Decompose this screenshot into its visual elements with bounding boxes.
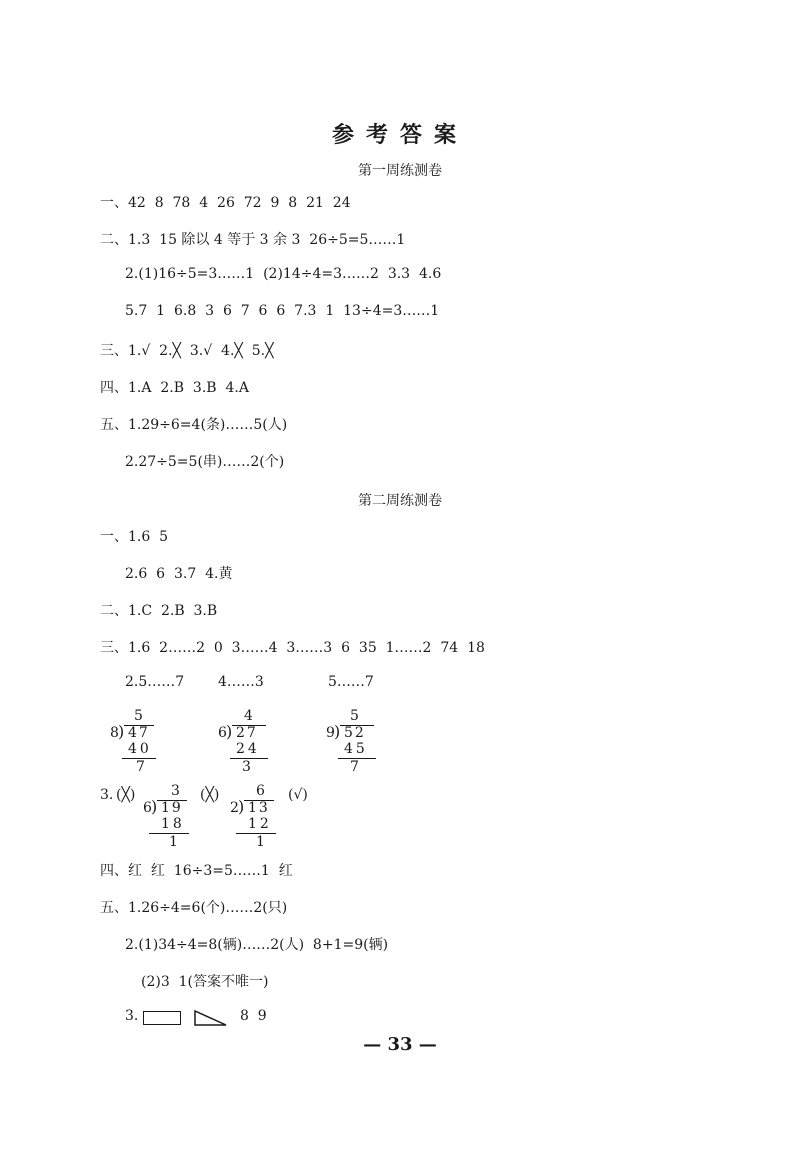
ld-divisor: 9: [326, 725, 335, 741]
ld-dividend: 13: [248, 800, 270, 816]
ld-remainder: 1: [256, 834, 265, 850]
ld-quotient: 6: [256, 783, 265, 799]
answer-line: 五、1.29÷6=4(条)……5(人): [100, 417, 288, 433]
ld-product: 45: [344, 741, 368, 757]
section-heading-week1: 第一周练测卷: [358, 163, 442, 179]
ld-quotient: 5: [350, 708, 359, 724]
ld-quotient: 5: [134, 708, 143, 724]
answer-line: 2.(1)16÷5=3……1 (2)14÷4=3……2 3.3 4.6: [125, 266, 442, 282]
ld-remainder: 1: [169, 834, 178, 850]
ld-dividend: 52: [344, 725, 366, 741]
answer-line: 2.5……7: [125, 674, 185, 690]
ld-dividend: 19: [161, 800, 183, 816]
ld-product: 40: [128, 741, 152, 757]
answer-line: 三、1.6 2……2 0 3……4 3……3 6 35 1……2 74 18: [100, 640, 485, 656]
answer-line: 二、1.C 2.B 3.B: [100, 603, 218, 619]
answer-line: 一、42 8 78 4 26 72 9 8 21 24: [100, 195, 351, 211]
ld-product: 24: [236, 741, 260, 757]
ld-dividend: 27: [236, 725, 258, 741]
rectangle-shape: [143, 1011, 181, 1025]
answer-line: 一、1.6 5: [100, 529, 169, 545]
answer-line: 四、红 红 16÷3=5……1 红: [100, 863, 293, 879]
answer-line: 5……7: [328, 674, 374, 690]
ld-bracket: ): [334, 722, 341, 741]
triangle-shape: [194, 1009, 228, 1027]
ld-quotient: 4: [244, 708, 253, 724]
ld-divisor: 6: [143, 800, 152, 816]
ld-bracket: ): [238, 797, 245, 816]
ld-bracket: ): [118, 722, 125, 741]
ld-product: 18: [161, 816, 185, 832]
check-mark: (╳): [116, 787, 136, 803]
answer-line: 三、1.√ 2.╳ 3.√ 4.╳ 5.╳: [100, 343, 274, 359]
page-title: 参考答案: [331, 122, 468, 148]
ld-product: 12: [248, 816, 272, 832]
ld-dividend: 47: [128, 725, 150, 741]
ld-remainder: 7: [136, 759, 145, 775]
ld-divisor: 2: [230, 800, 239, 816]
answer-line: 8 9: [240, 1008, 267, 1024]
answer-label: 3.: [100, 787, 114, 803]
ld-quotient: 3: [171, 783, 180, 799]
answer-line: 2.6 6 3.7 4.黄: [125, 566, 233, 582]
ld-bracket: ): [226, 722, 233, 741]
answer-line: 2.27÷5=5(串)……2(个): [125, 454, 285, 470]
answer-line: (2)3 1(答案不唯一): [141, 974, 269, 990]
answer-line: 五、1.26÷4=6(个)……2(只): [100, 900, 288, 916]
answer-line: 2.(1)34÷4=8(辆)……2(人) 8+1=9(辆): [125, 937, 389, 953]
answer-line: 4……3: [218, 674, 264, 690]
section-heading-week2: 第二周练测卷: [358, 493, 442, 509]
check-mark: (√): [288, 787, 308, 803]
answer-line: 5.7 1 6.8 3 6 7 6 6 7.3 1 13÷4=3……1: [125, 303, 440, 319]
page-number: — 33 —: [363, 1034, 437, 1055]
ld-bracket: ): [151, 797, 158, 816]
ld-remainder: 7: [350, 759, 359, 775]
ld-divisor: 6: [218, 725, 227, 741]
answer-line: 二、1.3 15 除以 4 等于 3 余 3 26÷5=5……1: [100, 232, 406, 248]
answer-label: 3.: [125, 1008, 139, 1024]
answer-line: 四、1.A 2.B 3.B 4.A: [100, 380, 249, 396]
ld-divisor: 8: [110, 725, 119, 741]
check-mark: (╳): [200, 787, 220, 803]
ld-remainder: 3: [242, 759, 251, 775]
